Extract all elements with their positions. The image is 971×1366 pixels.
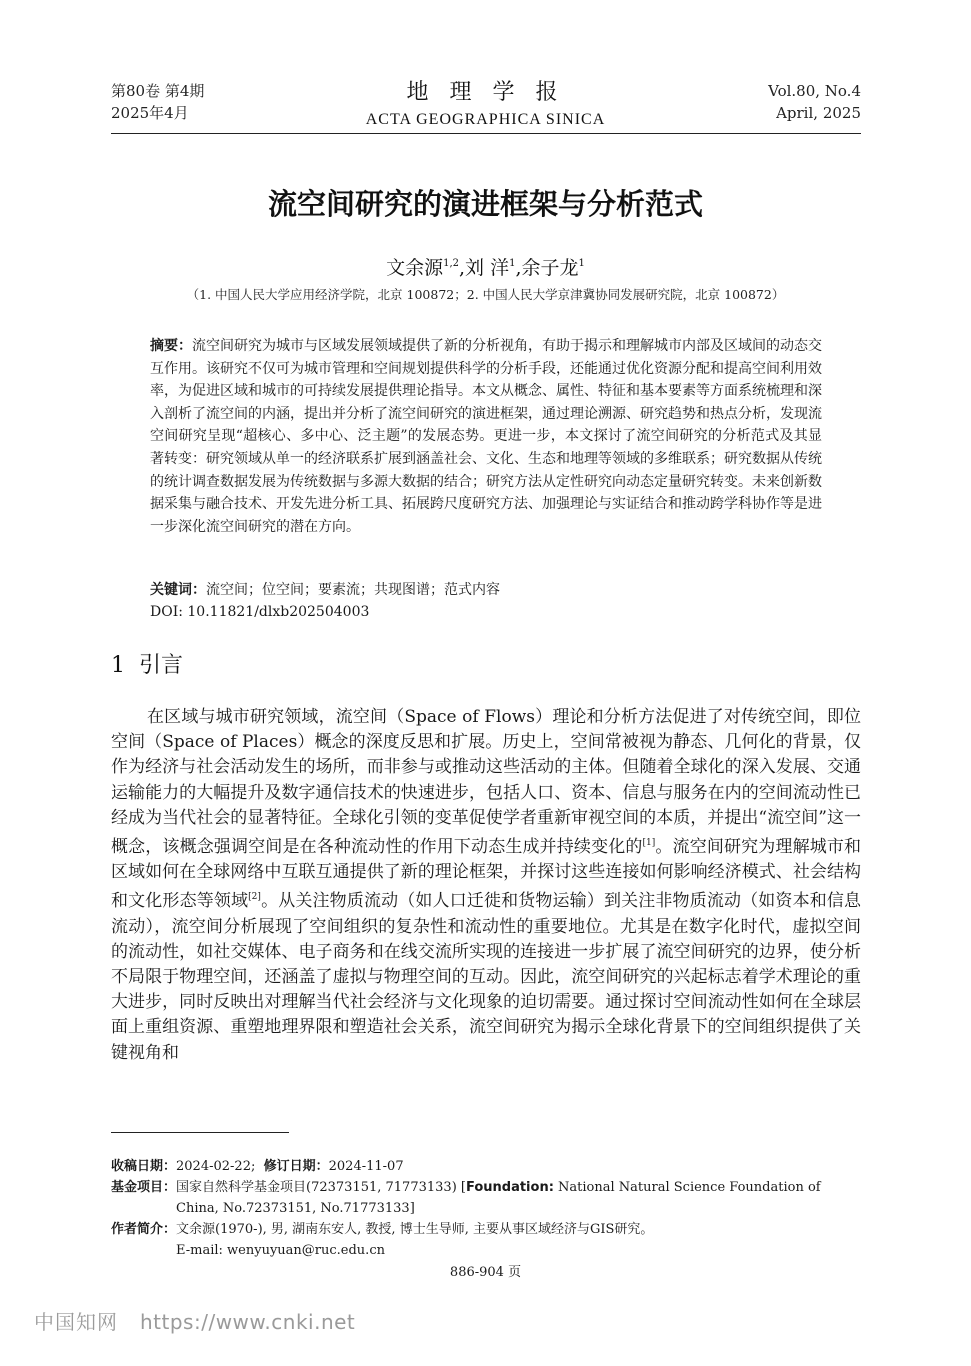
date-cn: 2025年4月: [111, 104, 189, 122]
date-en: April, 2025: [776, 104, 861, 122]
received-date: 2024-02-22;: [176, 1159, 256, 1174]
watermark-brand: 中国知网: [34, 1310, 118, 1334]
fund-label: 基金项目：: [111, 1180, 177, 1195]
author-name: 余子龙: [521, 257, 579, 279]
author-name: 刘 洋: [465, 257, 510, 279]
author-list: 文余源$^{1,2}$,刘 洋$^1$,余子龙$^1$: [386, 257, 585, 279]
page-range: 886-904 页: [449, 1265, 522, 1280]
abstract-text: 流空间研究为城市与区域发展领域提供了新的分析视角，有助于揭示和理解城市内部及区域间的动态交互作用。该研究不仅可为城市管理和空间规划提供科学的分析手段，还能通过优化资源分配和提高空间利用效率，为促进区域和城市的可持续发展提供理论指导。本文从概念、属性、特征和基本要素等方面系统梳理和深入剖析了流空间的内涵，提出并分析了流空间研究的演进框架，通过理论溯源、研究趋势和热点分析，发现流空间研究呈现“超核心、多中心、泛主题”的发展态势。更进一步，本文探讨了流空间研究的分析范式及其显著转变：研究领域从单一的经济联系扩展到涵盖社会、文化、生态和地理等领域的多维联系；研究数据从传统的统计调查数据发展为传统数据与多源大数据的结合；研究方法从定性研究向动态定量研究转变。未来创新数据采集与融合技术、开发先进分析工具、拓展跨尺度研究方法、加强理论与实证结合和推动跨学科协作等是进一步深化流空间研究的潜在方向。: [150, 338, 822, 535]
footnote-fund: [111, 1177, 861, 1219]
header-rule: [111, 133, 861, 134]
section-number: 1: [111, 653, 125, 678]
journal-name-en: ACTA GEOGRAPHICA SINICA: [365, 111, 606, 128]
header-right: [768, 80, 861, 124]
journal-name-cn: 地 理 学 报: [406, 80, 565, 105]
author-email: E-mail: wenyuyuan@ruc.edu.cn: [176, 1243, 385, 1258]
section-heading: [111, 650, 183, 682]
author-affil-mark: 1: [578, 258, 585, 269]
revised-label: 修订日期：: [263, 1159, 329, 1174]
footnote-author: [111, 1219, 861, 1261]
doi: DOI: 10.11821/dlxb202504003: [150, 604, 370, 620]
cnki-watermark: [34, 1308, 355, 1336]
fund-en-label: Foundation:: [465, 1180, 554, 1195]
fund-en: National Natural Science Foundation of China, No.72373151, No.71773133]: [176, 1180, 821, 1216]
author-affil-mark: 1,2: [443, 258, 459, 269]
abstract: [150, 335, 822, 538]
author-bio-label: 作者简介：: [111, 1222, 177, 1237]
footnote-rule: [111, 1132, 289, 1133]
citation-ref: [2]: [248, 892, 261, 903]
author-bio: 文余源(1970-), 男, 湖南东安人, 教授, 博士生导师, 主要从事区域经济与GIS研究。: [176, 1222, 654, 1237]
section-title: 引言: [139, 653, 184, 678]
author-name: 文余源: [386, 257, 444, 279]
article-title: 流空间研究的演进框架与分析范式: [267, 187, 703, 221]
affiliations: （1. 中国人民大学应用经济学院，北京 100872；2. 中国人民大学京津冀协同发展研究院，北京 100872）: [186, 287, 785, 302]
fund-cn: 国家自然科学基金项目(72373151, 71773133) [: [176, 1180, 466, 1195]
body-paragraph: 在区域与城市研究领域，流空间（Space of Flows）理论和分析方法促进了对传统空间，即位空间（Space of Places）概念的深度反思和扩展。历史上，空间常被视为静态、几何化的背景，仅作为经济与社会活动发生的场所，而非参与或推动这些活动的主体。但随着全球化的深入发展、交通运输能力的大幅提升及数字通信技术的快速进步，包括人口、资本、信息与服务在内的空间流动性已经成为当代社会的显著特征。全球化引领的变革促使学者重新审视空间的本质，并提出“流空间”这一概念，该概念强调空间是在各种流动性的作用下动态生成并持续变化的[1]。流空间研究为理解城市和区域如何在全球网络中互联互通提供了新的理论框架，并探讨这些连接如何影响经济模式、社会结构和文化形态等领域[2]。从关注物质流动（如人口迁徙和货物运输）到关注非物质流动（如资本和信息流动），流空间分析展现了空间组织的复杂性和流动性的重要地位。尤其是在数字化时代，虚拟空间的流动性，如社交媒体、电子商务和在线交流所实现的连接进一步扩展了流空间研究的边界，使分析不局限于物理空间，还涵盖了虚拟与物理空间的互动。因此，流空间研究的兴起标志着学术理论的重大进步，同时反映出对理解当代社会经济与文化现象的迫切需要。通过探讨空间流动性如何在全球层面上重组资源、重塑地理界限和塑造社会关系，流空间研究为揭示全球化背景下的空间组织提供了关键视角和: [111, 707, 862, 1063]
keywords-text: 流空间；位空间；要素流；共现图谱；范式内容: [206, 582, 500, 598]
received-label: 收稿日期：: [111, 1159, 177, 1174]
volume-issue-cn: 第80卷 第4期: [111, 82, 205, 100]
citation-ref: [1]: [642, 838, 656, 849]
volume-issue-en: Vol.80, No.4: [768, 82, 861, 100]
footnote-dates: [111, 1156, 861, 1177]
watermark-url[interactable]: https://www.cnki.net: [140, 1310, 356, 1334]
abstract-label: 摘要：: [150, 338, 192, 354]
keywords: [150, 579, 822, 601]
keywords-label: 关键词：: [150, 582, 206, 598]
author-affil-mark: 1: [509, 258, 516, 269]
revised-date: 2024-11-07: [328, 1159, 404, 1174]
